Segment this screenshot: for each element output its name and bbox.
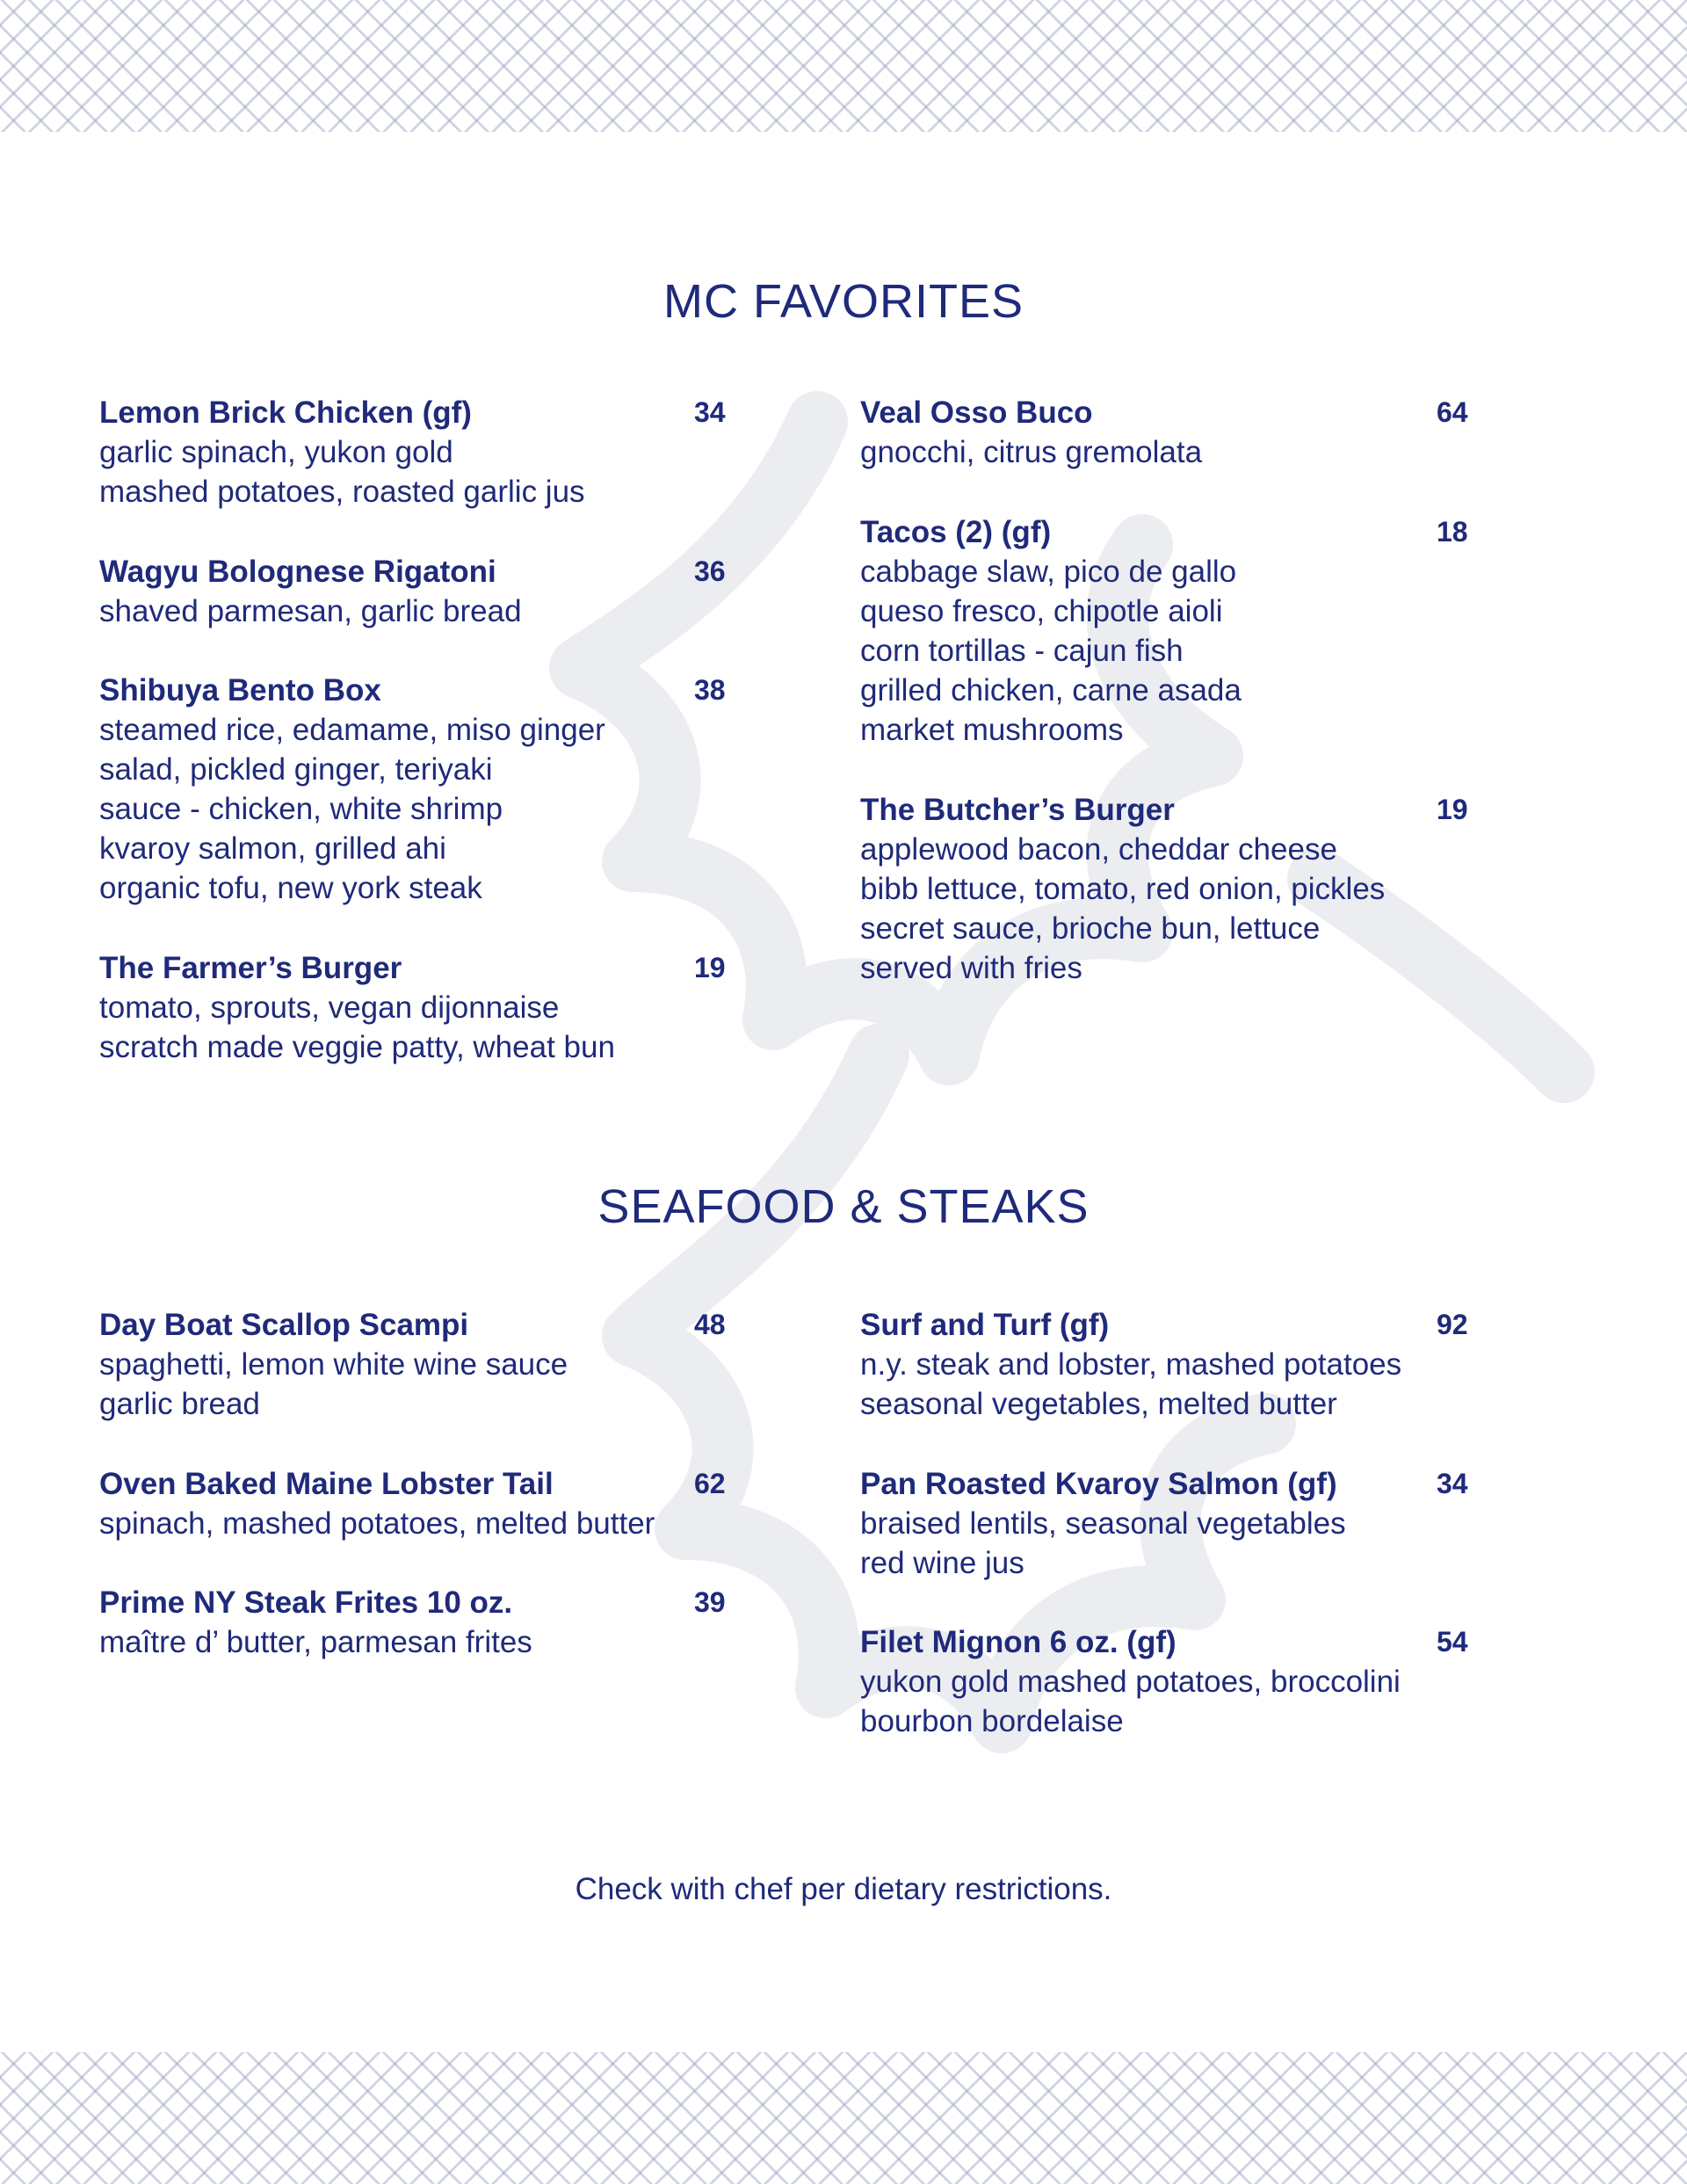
item-desc-line: salad, pickled ginger, teriyaki	[99, 752, 493, 787]
item-name: Tacos (2) (gf)	[860, 515, 1052, 549]
item-desc-line: steamed rice, edamame, miso ginger	[99, 713, 605, 747]
item-desc-line: kvaroy salmon, grilled ahi	[99, 831, 446, 866]
item-name: Day Boat Scallop Scampi	[99, 1308, 469, 1342]
item-name: Wagyu Bolognese Rigatoni	[99, 555, 496, 589]
item-name: Surf and Turf (gf)	[860, 1308, 1110, 1342]
item-desc-line: organic tofu, new york steak	[99, 871, 482, 905]
item-desc-line: grilled chicken, carne asada	[860, 673, 1242, 707]
item-price: 39	[694, 1586, 726, 1618]
item-name: The Butcher’s Burger	[860, 793, 1175, 827]
dietary-note: Check with chef per dietary restrictions.	[575, 1872, 1112, 1906]
item-name: Filet Mignon 6 oz. (gf)	[860, 1625, 1177, 1659]
item-price: 19	[1437, 794, 1468, 825]
item-desc-line: sauce - chicken, white shrimp	[99, 792, 503, 826]
item-name: Prime NY Steak Frites 10 oz.	[99, 1585, 513, 1620]
item-desc-line: queso fresco, chipotle aioli	[860, 594, 1223, 628]
item-desc-line: cabbage slaw, pico de gallo	[860, 555, 1237, 589]
menu-item-tacos	[860, 512, 1475, 750]
menu-item-surf-and-turf	[860, 1305, 1475, 1424]
item-name: Lemon Brick Chicken (gf)	[99, 395, 472, 430]
item-price: 36	[694, 555, 726, 587]
bottom-pattern-band	[0, 2052, 1687, 2184]
top-pattern-band	[0, 0, 1687, 132]
item-desc-line: scratch made veggie patty, wheat bun	[99, 1030, 615, 1064]
item-price: 34	[1437, 1468, 1468, 1499]
menu-item-farmers-burger	[99, 948, 732, 1067]
item-price: 92	[1437, 1309, 1468, 1340]
item-name: Veal Osso Buco	[860, 395, 1093, 430]
item-price: 48	[694, 1309, 726, 1340]
item-desc-line: corn tortillas - cajun fish	[860, 634, 1184, 668]
menu-item-shibuya-bento-box	[99, 671, 732, 908]
item-desc-line: applewood bacon, cheddar cheese	[860, 832, 1337, 867]
section-title-seafood-steaks: SEAFOOD & STEAKS	[597, 1180, 1090, 1233]
item-desc-line: garlic spinach, yukon gold	[99, 435, 453, 469]
item-desc-line: market mushrooms	[860, 713, 1124, 747]
item-desc-line: secret sauce, brioche bun, lettuce	[860, 911, 1321, 946]
menu-item-scallop-scampi	[99, 1305, 732, 1424]
item-desc-line: spaghetti, lemon white wine sauce	[99, 1347, 568, 1382]
item-desc-line: maître d’ butter, parmesan frites	[99, 1625, 532, 1659]
item-price: 38	[694, 674, 726, 706]
section-title-mc-favorites: MC FAVORITES	[662, 275, 1025, 328]
item-desc-line: spinach, mashed potatoes, melted butter	[99, 1506, 655, 1541]
menu-item-lobster-tail	[99, 1464, 732, 1543]
item-name: Pan Roasted Kvaroy Salmon (gf)	[860, 1467, 1337, 1501]
item-price: 54	[1437, 1626, 1468, 1658]
item-desc-line: n.y. steak and lobster, mashed potatoes	[860, 1347, 1402, 1382]
item-price: 19	[694, 952, 726, 983]
menu-item-ny-steak-frites	[99, 1583, 732, 1662]
menu-item-filet-mignon	[860, 1622, 1475, 1741]
menu-item-lemon-brick-chicken	[99, 393, 732, 512]
item-desc-line: braised lentils, seasonal vegetables	[860, 1506, 1346, 1541]
item-desc-line: shaved parmesan, garlic bread	[99, 594, 522, 628]
item-desc-line: yukon gold mashed potatoes, broccolini	[860, 1665, 1401, 1699]
item-desc-line: tomato, sprouts, vegan dijonnaise	[99, 990, 560, 1025]
item-price: 62	[694, 1468, 726, 1499]
item-desc-line: bourbon bordelaise	[860, 1704, 1124, 1738]
item-desc-line: garlic bread	[99, 1387, 260, 1421]
item-desc-line: served with fries	[860, 951, 1082, 985]
item-desc-line: red wine jus	[860, 1546, 1025, 1580]
item-name: The Farmer’s Burger	[99, 951, 402, 985]
item-price: 18	[1437, 516, 1468, 548]
menu-item-wagyu-bolognese	[99, 552, 732, 631]
item-desc-line: seasonal vegetables, melted butter	[860, 1387, 1337, 1421]
item-price: 64	[1437, 396, 1468, 428]
menu-item-butchers-burger	[860, 790, 1475, 988]
item-name: Shibuya Bento Box	[99, 673, 381, 707]
menu-item-kvaroy-salmon	[860, 1464, 1475, 1583]
menu-item-veal-osso-buco	[860, 393, 1475, 472]
item-desc-line: gnocchi, citrus gremolata	[860, 435, 1203, 469]
item-price: 34	[694, 396, 726, 428]
item-desc-line: bibb lettuce, tomato, red onion, pickles	[860, 872, 1386, 906]
item-name: Oven Baked Maine Lobster Tail	[99, 1467, 554, 1501]
item-desc-line: mashed potatoes, roasted garlic jus	[99, 475, 585, 509]
